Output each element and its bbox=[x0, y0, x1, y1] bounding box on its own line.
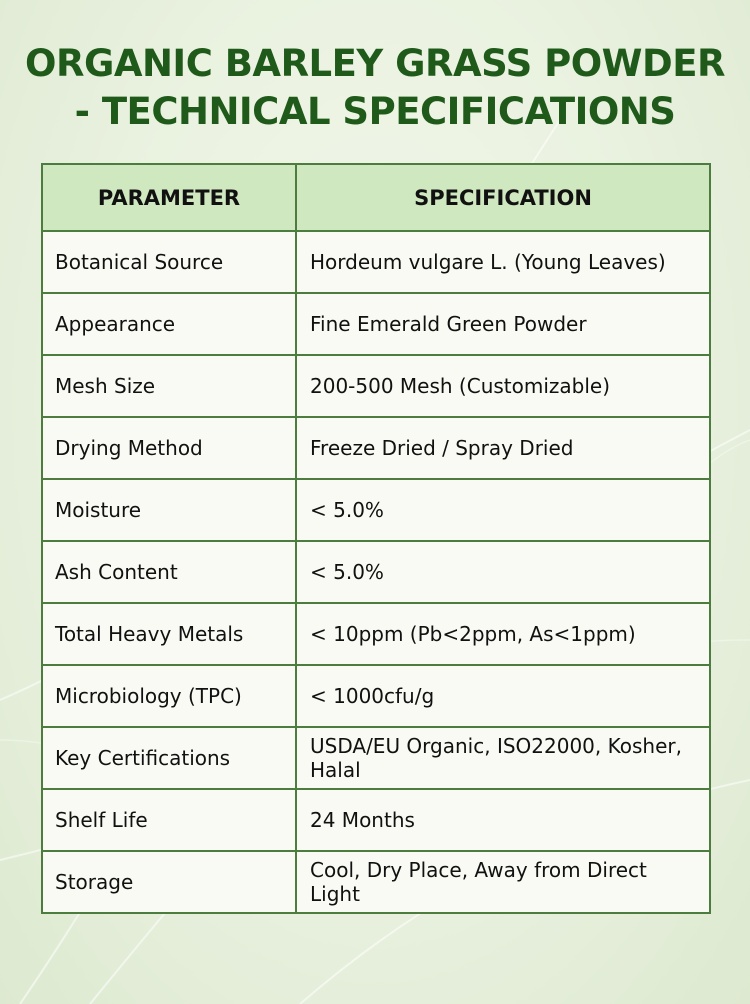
table-header-row bbox=[42, 164, 710, 231]
table-row bbox=[42, 665, 710, 727]
table-row bbox=[42, 231, 710, 293]
parameter-cell: Total Heavy Metals bbox=[42, 603, 296, 665]
page-title bbox=[0, 40, 750, 136]
specification-cell: 24 Months bbox=[296, 789, 710, 851]
table-row bbox=[42, 851, 710, 913]
column-header-specification: SPECIFICATION bbox=[296, 164, 710, 231]
table-row bbox=[42, 355, 710, 417]
specification-cell: USDA/EU Organic, ISO22000, Kosher, Halal bbox=[296, 727, 710, 789]
specification-cell: Fine Emerald Green Powder bbox=[296, 293, 710, 355]
specification-cell: < 5.0% bbox=[296, 479, 710, 541]
parameter-cell: Key Certifications bbox=[42, 727, 296, 789]
parameter-cell: Ash Content bbox=[42, 541, 296, 603]
specification-cell: < 5.0% bbox=[296, 541, 710, 603]
parameter-cell: Drying Method bbox=[42, 417, 296, 479]
page-title-line-2: - TECHNICAL SPECIFICATIONS bbox=[74, 90, 676, 133]
specification-cell: < 10ppm (Pb<2ppm, As<1ppm) bbox=[296, 603, 710, 665]
parameter-cell: Botanical Source bbox=[42, 231, 296, 293]
table-row bbox=[42, 541, 710, 603]
table-row bbox=[42, 417, 710, 479]
specification-cell: < 1000cfu/g bbox=[296, 665, 710, 727]
column-header-parameter: PARAMETER bbox=[42, 164, 296, 231]
table-row bbox=[42, 293, 710, 355]
table-row bbox=[42, 789, 710, 851]
specification-cell: Hordeum vulgare L. (Young Leaves) bbox=[296, 231, 710, 293]
specification-cell: Freeze Dried / Spray Dried bbox=[296, 417, 710, 479]
specification-cell: 200-500 Mesh (Customizable) bbox=[296, 355, 710, 417]
parameter-cell: Appearance bbox=[42, 293, 296, 355]
parameter-cell: Moisture bbox=[42, 479, 296, 541]
table-row bbox=[42, 727, 710, 789]
parameter-cell: Storage bbox=[42, 851, 296, 913]
parameter-cell: Shelf Life bbox=[42, 789, 296, 851]
table-row bbox=[42, 479, 710, 541]
parameter-cell: Mesh Size bbox=[42, 355, 296, 417]
specification-cell: Cool, Dry Place, Away from Direct Light bbox=[296, 851, 710, 913]
parameter-cell: Microbiology (TPC) bbox=[42, 665, 296, 727]
table-row bbox=[42, 603, 710, 665]
spec-table bbox=[41, 163, 711, 914]
page-title-line-1: ORGANIC BARLEY GRASS POWDER bbox=[25, 42, 725, 85]
